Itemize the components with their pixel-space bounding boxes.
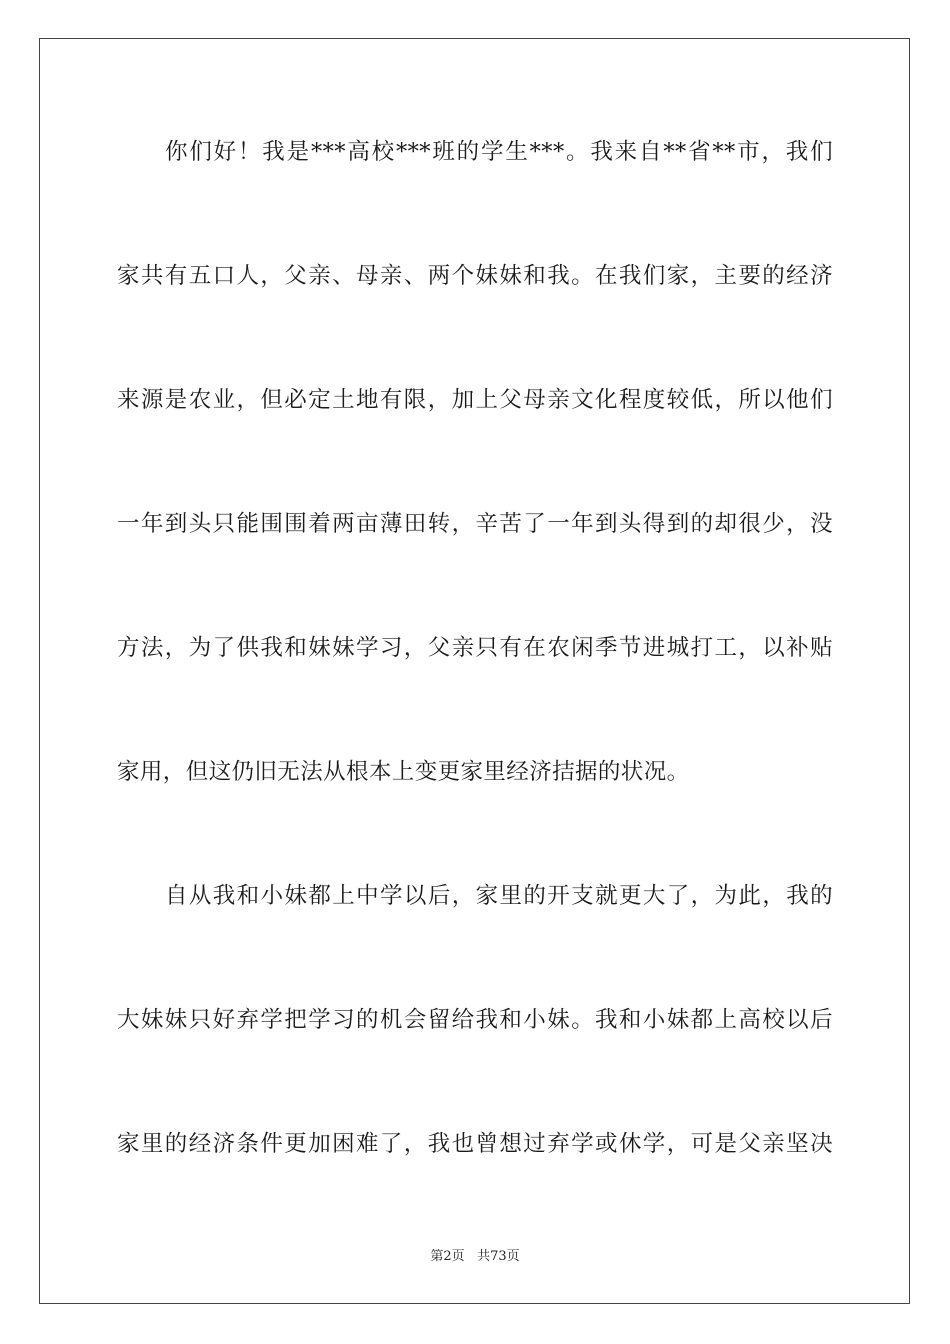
paragraph-1-line-3: 来源是农业，但必定土地有限，加上父母亲文化程度较低，所以他们 [117, 387, 833, 413]
paragraph-2-line-1: 自从我和小妹都上中学以后，家里的开支就更大了，为此，我的 [165, 883, 833, 909]
paragraph-1-line-2: 家共有五口人，父亲、母亲、两个妹妹和我。在我们家，主要的经济 [117, 263, 833, 289]
page-footer [0, 1248, 950, 1266]
paragraph-1-line-5: 方法，为了供我和妹妹学习，父亲只有在农闲季节进城打工，以补贴 [117, 635, 833, 661]
page-frame [39, 38, 910, 1304]
paragraph-1-line-1: 你们好！我是***高校***班的学生***。我来自**省**市，我们 [165, 139, 833, 165]
total-pages: 共73页 [477, 1249, 520, 1264]
paragraph-2-line-3: 家里的经济条件更加困难了，我也曾想过弃学或休学，可是父亲坚决 [117, 1131, 833, 1157]
page-number: 第2页 [430, 1249, 465, 1264]
paragraph-1-line-6: 家用，但这仍旧无法从根本上变更家里经济拮据的状况。 [117, 759, 690, 785]
paragraph-1-line-4: 一年到头只能围围着两亩薄田转，辛苦了一年到头得到的却很少，没 [117, 511, 833, 537]
paragraph-2-line-2: 大妹妹只好弃学把学习的机会留给我和小妹。我和小妹都上高校以后 [117, 1007, 833, 1033]
